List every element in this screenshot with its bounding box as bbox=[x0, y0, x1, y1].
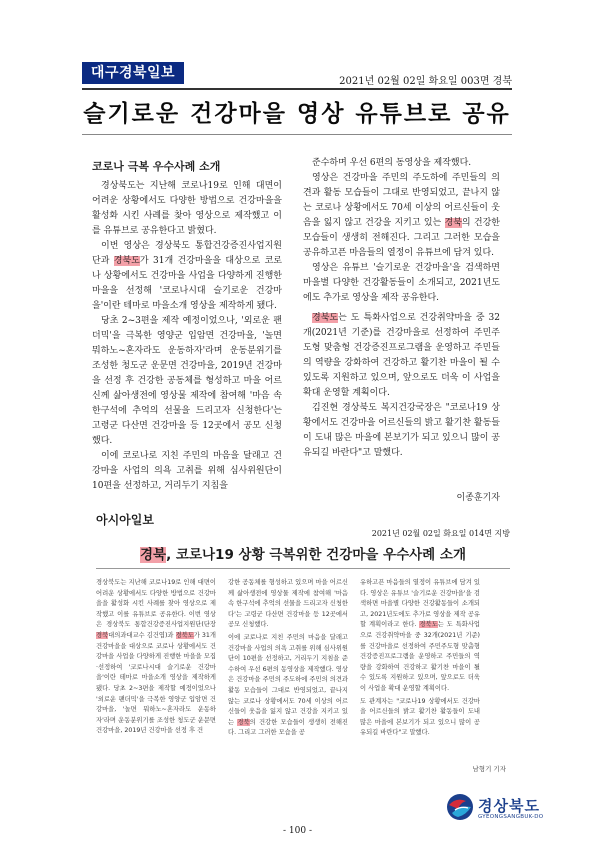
article2-headline: 경북, 코로나19 상황 극복위한 건강마을 우수사례 소개 bbox=[140, 547, 466, 563]
article1-column-1 bbox=[92, 179, 282, 494]
brand-subtitle: GYEONGSANGBUK-DO bbox=[478, 814, 544, 820]
highlight: 경북도 bbox=[419, 621, 438, 629]
paragraph: 영상은 건강마을 주민의 주도하에 주민들의 의견과 활동 모습들이 그대로 반영되었고, 끝나지 않는 코로나 상황에서도 70세 이상의 어르신들이 웃음을 잃지 않고 건강을 지키고 있는 경북의 건강한 모습들이 생생히 전해진다. 그리고 그러한 모습을 공유하고픈 마음들의 열정이 유튜브에 담겨 있다. bbox=[303, 173, 500, 258]
brand-name: 경상북도 bbox=[478, 797, 540, 815]
article1-subheading: 코로나 극복 우수사례 소개 bbox=[92, 160, 221, 173]
paragraph: 준수하며 우선 6편의 동영상을 제작했다. bbox=[312, 158, 472, 168]
paragraph: 당초 2~3편을 제작 예정이었으나, '외로운 팬더믹'을 극복한 영양군 입암면 건강마을, '놀면 뭐하노~혼자라도 운동하자'라며 운동분위기를 조성한 청도군 운문면 건강마을, 2019년 건강마을 선정 후 건강한 공동체를 형성하고 마을 어르신께 삶아생전에 영상물 제작에 참여해 '마음 속 한구석에 추억의 선물을 드리고자 신청한다'는 고령군 다산면 건강마을 등 12곳에서 공모 신청했다. bbox=[92, 316, 282, 446]
paragraph: 이에 코로나로 지친 주민의 마음을 달래고 건강마을 사업의 의욕 고취를 위해 심사위원단이 10편을 선정하고, 거리두기 지침을 bbox=[92, 451, 282, 491]
article1-meta: 2021년 02월 02일 화요일 003면 경북 bbox=[339, 76, 512, 87]
paragraph: 이번 영상은 경상북도 통합건강증진사업지원단과 경북도가 31개 건강마을을 대상으로 코로나 상황에서도 건강마을 사업을 다양하게 진행한 마을을 선정해 '코로나시대 슬기로운 건강마을'이란 테마로 마을소개 영상을 제작하게 됐다. bbox=[92, 241, 282, 311]
paragraph: 영상은 유튜브 '슬기로운 건강마을'을 검색하면 마을별 다양한 건강활동들이 소개되고, 2021년도에도 추가로 영상을 제작 공유한다. bbox=[303, 263, 500, 303]
divider bbox=[82, 88, 512, 90]
gyeongbuk-emblem-icon bbox=[446, 793, 474, 821]
highlight: 경북 bbox=[237, 718, 250, 726]
highlight: 경북 bbox=[140, 547, 167, 563]
article2-column-1 bbox=[96, 578, 216, 737]
newspaper-logo-asia-ilbo: 아시아일보 bbox=[96, 513, 154, 527]
article2-column-3 bbox=[360, 578, 480, 739]
paragraph: 이에 코로나로 지친 주민의 마음을 달래고 건강마을 사업의 의욕 고취를 위해 심사위원단이 10편을 선정하고, 거리두기 지침을 준수하여 우선 6편의 동영상을 제작했다. 영상은 건강마을 주민의 주도하에 주민의 의견과 활동 모습들이 그대로 반영되었고, 끝나지 않는 코로나 상황에서도 70세 이상의 어르신들이 웃음을 잃지 않고 건강을 지키고 있는 경북의 건강한 모습들이 생생히 전해진다. 그리고 그러한 모습을 공 bbox=[228, 633, 348, 737]
paragraph: 김진현 경상북도 복지건강국장은 "코로나19 상황에서도 건강마을 어르신들의 밝고 활기찬 활동들이 도내 많은 마을에 본보기가 되고 있으니 많이 공유되길 바란다"고 말했다. bbox=[303, 403, 500, 458]
highlight: 경북 bbox=[96, 631, 109, 639]
article2-column-2 bbox=[228, 578, 348, 739]
divider bbox=[96, 568, 510, 569]
article1-headline: 슬기로운 건강마을 영상 유튜브로 공유 bbox=[83, 100, 511, 127]
highlight: 경북도 bbox=[113, 256, 140, 266]
divider bbox=[82, 134, 512, 135]
highlight: 경북도 bbox=[312, 313, 339, 323]
highlight: 경북도 bbox=[175, 631, 194, 639]
page-number: - 100 - bbox=[283, 826, 312, 836]
article1-column-2 bbox=[303, 156, 500, 461]
paragraph: 경상북도는 지난해 코로나19로 인해 대면이 어려운 상황에서도 다양한 방법으로 건강마을을 활성화 시킨 사례를 찾아 영상으로 제작했고 이를 유튜브로 공유한다고 밝혔다. bbox=[92, 181, 282, 236]
article2-byline: 남형기 기자 bbox=[472, 765, 506, 773]
article1-byline: 이종훈기자 bbox=[456, 493, 500, 503]
paragraph: 경상북도는 지난해 코로나19로 인해 대면이 어려운 상황에서도 다양한 방법으로 건강마을을 활성화 시킨 사례를 찾아 영상으로 제작했고 이를 유튜브로 공유한다. 이번 영상은 경상북도 통합건강증진사업지원단(단장 경북대의과대교수 김건엽)과 경북도가 31개 건강마을을 대상으로 코로나 상황에서도 건강마을 사업을 다양하게 진행한 마을을 모집·선정하여 '코로나시대 슬기로운 건강마을'이란 테마로 마을소개 영상을 제작하게 됐다. 당초 2~3편을 제작할 예정이었으나 '외로운 팬더믹'을 극복한 영양군 입암면 건강마을, '놀면 뭐하노~혼자라도 운동하자'라며 운동분위기를 조성한 청도군 운문면 건강마을, 2019년 건강마을 선정 후 건 bbox=[96, 579, 216, 735]
paragraph: 유하고픈 마음들의 열정이 유튜브에 담겨 있다. 영상은 유튜브 '슬기로운 건강마을'을 검색하면 마을별 다양한 건강활동들이 소개되고, 2021년도에도 추가로 영상을 제작 공유할 계획이라고 한다. 경북도는 도 특화사업으로 건강취약마을 중 32개(2021년 기준)를 건강마을로 선정하여 주민주도형 맞춤형 건강증진프로그램을 운영하고 주민들의 역량을 강화하여 건강하고 활기찬 마을이 될 수 있도록 지원하고 있으며, 앞으로도 더욱 이 사업을 확대 운영할 계획이다. bbox=[360, 579, 481, 692]
paragraph: 경북도는 도 특화사업으로 건강취약마을 중 32개(2021년 기준)를 건강마을로 선정하여 주민주도형 맞춤형 건강증진프로그램을 운영하고 주민들의 역량을 강화하여 건강하고 활기찬 마을이 될 수 있도록 지원하고 있으며, 앞으로도 더욱 이 사업을 확대 운영할 계획이다. bbox=[303, 313, 500, 398]
paragraph: 강한 공동체를 형성하고 있으며 마을 어르신께 삶아생전에 영상물 제작에 참여해 '마음 속 한구석에 추억의 선물을 드리고자 신청한다'는 고령군 다산면 건강마을 등 12곳에서 공모 신청했다. bbox=[228, 579, 348, 629]
highlight: 경북 bbox=[444, 218, 462, 228]
newspaper-logo-daegu-gyeongbuk: 대구경북일보 bbox=[82, 62, 184, 84]
paragraph: 도 관계자는 "코로나19 상황에서도 건강마을 어르신들의 밝고 활기찬 활동들이 도내 많은 마을에 본보기가 되고 있으니 많이 공유되길 바란다"고 말했다. bbox=[360, 697, 480, 737]
article2-meta: 2021년 02월 02일 화요일 014면 지방 bbox=[371, 529, 510, 538]
